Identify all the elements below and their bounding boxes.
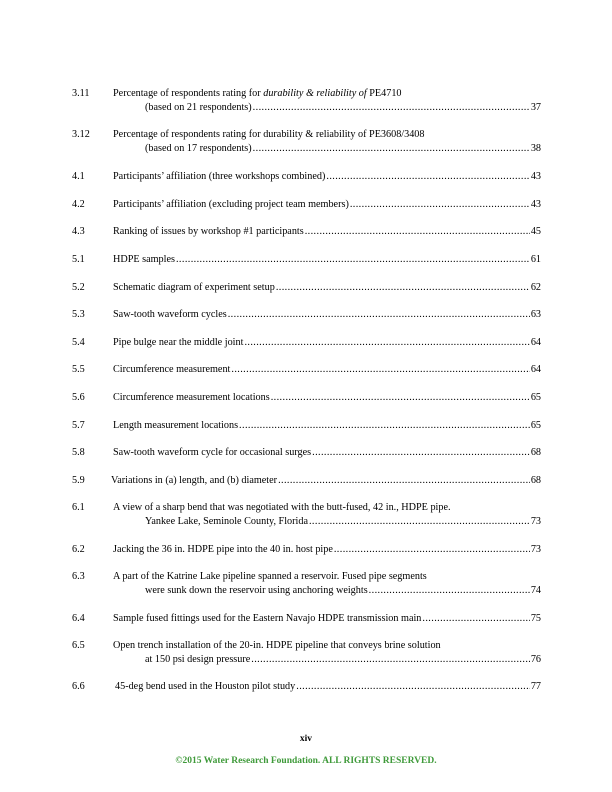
entry-title-line	[113, 391, 541, 405]
entry-number: 3.12	[72, 129, 90, 140]
entry-number: 5.5	[72, 364, 85, 375]
dot-leader	[334, 543, 530, 557]
entry-number: 5.9	[72, 475, 85, 486]
entry-title: A part of the Katrine Lake pipeline spanned a reservoir. Fused pipe segments	[113, 571, 427, 582]
entry-title: Circumference measurement	[113, 364, 231, 375]
entry-title: Open trench installation of the 20-in. HDPE pipeline that conveys brine solution	[113, 640, 441, 651]
entry-number: 3.11	[72, 88, 90, 99]
entry-title: HDPE samples	[113, 254, 175, 265]
entry-title: Sample fused fittings used for the Eastern Navajo HDPE transmission main	[113, 613, 422, 624]
entry-title-line	[113, 570, 541, 584]
page-number: xiv	[299, 734, 313, 744]
entry-number: 5.8	[72, 447, 85, 458]
entry-title-line	[113, 170, 541, 184]
entry-title-line	[113, 543, 541, 557]
entry-title-continued: were sunk down the reservoir using anchoring weights	[145, 585, 368, 596]
dot-leader	[244, 336, 529, 350]
dot-leader	[305, 225, 530, 239]
entry-number: 5.3	[72, 309, 85, 320]
dot-leader	[326, 170, 529, 184]
entry-number: 6.2	[72, 544, 85, 555]
entry-continuation-line	[145, 101, 541, 115]
dot-leader	[251, 653, 530, 667]
entry-title: Percentage of respondents rating for durability & reliability of PE3608/3408	[113, 129, 425, 140]
dot-leader	[239, 419, 530, 433]
entry-title-line	[111, 474, 541, 488]
entry-title-line	[113, 225, 541, 239]
dot-leader	[278, 474, 530, 488]
entry-page-number[interactable]: 68	[530, 447, 541, 458]
entry-title: Participants’ affiliation (excluding project team members)	[113, 199, 349, 210]
dot-leader	[253, 142, 530, 156]
entry-title-continued: (based on 17 respondents)	[145, 143, 252, 154]
dot-leader	[312, 446, 530, 460]
entry-title: A view of a sharp bend that was negotiated with the butt-fused, 42 in., HDPE pipe.	[113, 502, 451, 513]
entry-page-number[interactable]: 63	[530, 309, 541, 320]
dot-leader	[296, 680, 530, 694]
entry-page-number[interactable]: 74	[530, 585, 541, 596]
dot-leader	[231, 363, 529, 377]
entry-title-line	[113, 308, 541, 322]
entry-page-number[interactable]: 73	[530, 516, 541, 527]
entry-title-continued: (based on 21 respondents)	[145, 102, 252, 113]
entry-page-number[interactable]: 37	[530, 102, 541, 113]
copyright-notice: ©2015 Water Research Foundation. ALL RIGHTS RESERVED.	[175, 756, 437, 766]
entry-continuation-line	[145, 142, 541, 156]
entry-title: 45-deg bend used in the Houston pilot study	[115, 681, 296, 692]
entry-title-line	[113, 446, 541, 460]
entry-title: Variations in (a) length, and (b) diameter	[111, 475, 278, 486]
dot-leader	[176, 253, 530, 267]
entry-page-number[interactable]: 64	[530, 364, 541, 375]
entry-continuation-line	[145, 515, 541, 529]
entry-title-line	[113, 336, 541, 350]
entry-title-continued: Yankee Lake, Seminole County, Florida	[145, 516, 308, 527]
entry-title: Pipe bulge near the middle joint	[113, 337, 244, 348]
entry-page-number[interactable]: 65	[530, 392, 541, 403]
entry-title-line	[113, 639, 541, 653]
entry-number: 5.7	[72, 420, 85, 431]
dot-leader	[228, 308, 530, 322]
entry-number: 4.2	[72, 199, 85, 210]
entry-page-number[interactable]: 76	[530, 654, 541, 665]
entry-title-line	[113, 419, 541, 433]
entry-page-number[interactable]: 75	[530, 613, 541, 624]
entry-page-number[interactable]: 43	[530, 171, 541, 182]
entry-title-line	[113, 501, 541, 515]
entry-page-number[interactable]: 45	[530, 226, 541, 237]
entry-page-number[interactable]: 64	[530, 337, 541, 348]
dot-leader	[350, 198, 530, 212]
dot-leader	[253, 101, 530, 115]
entry-page-number[interactable]: 65	[530, 420, 541, 431]
entry-title: Length measurement locations	[113, 420, 239, 431]
entry-page-number[interactable]: 38	[530, 143, 541, 154]
entry-title-line	[113, 128, 541, 142]
entry-page-number[interactable]: 77	[530, 681, 541, 692]
entry-number: 6.4	[72, 613, 85, 624]
entry-number: 5.6	[72, 392, 85, 403]
entry-title-line	[115, 680, 541, 694]
entry-continuation-line	[145, 584, 541, 598]
entry-title-continued: at 150 psi design pressure	[145, 654, 251, 665]
entry-title: Schematic diagram of experiment setup	[113, 282, 275, 293]
entry-number: 5.1	[72, 254, 85, 265]
entry-title: Ranking of issues by workshop #1 participants	[113, 226, 304, 237]
dot-leader	[309, 515, 530, 529]
entry-page-number[interactable]: 62	[530, 282, 541, 293]
entry-number: 4.3	[72, 226, 85, 237]
entry-title-line	[113, 363, 541, 377]
entry-title: Participants’ affiliation (three workshops combined)	[113, 171, 326, 182]
entry-title: Jacking the 36 in. HDPE pipe into the 40 in. host pipe	[113, 544, 333, 555]
entry-number: 6.1	[72, 502, 85, 513]
entry-title: Saw-tooth waveform cycle for occasional surges	[113, 447, 312, 458]
entry-number: 4.1	[72, 171, 85, 182]
entry-title: Circumference measurement locations	[113, 392, 270, 403]
entry-title-line	[113, 198, 541, 212]
entry-page-number[interactable]: 43	[530, 199, 541, 210]
entry-number: 6.6	[72, 681, 85, 692]
entry-title-line	[113, 87, 541, 101]
entry-continuation-line	[145, 653, 541, 667]
entry-page-number[interactable]: 68	[530, 475, 541, 486]
entry-title: Saw-tooth waveform cycles	[113, 309, 227, 320]
dot-leader	[422, 612, 529, 626]
dot-leader	[276, 281, 530, 295]
entry-title-line	[113, 612, 541, 626]
entry-number: 6.3	[72, 571, 85, 582]
entry-title-line	[113, 253, 541, 267]
entry-page-number[interactable]: 61	[530, 254, 541, 265]
entry-page-number[interactable]: 73	[530, 544, 541, 555]
entry-number: 5.4	[72, 337, 85, 348]
entry-title-line	[113, 281, 541, 295]
dot-leader	[271, 391, 530, 405]
entry-number: 5.2	[72, 282, 85, 293]
dot-leader	[369, 584, 530, 598]
entry-number: 6.5	[72, 640, 85, 651]
entry-title: Percentage of respondents rating for durability & reliability of PE4710	[113, 88, 402, 99]
